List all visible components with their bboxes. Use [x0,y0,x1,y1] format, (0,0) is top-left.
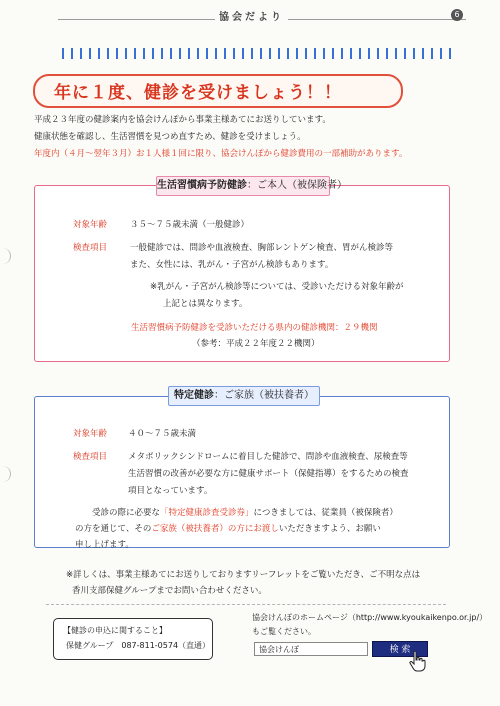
exam-items-line: 項目となっています。 [128,486,213,496]
voucher-text: 申し上げます。 [75,540,134,550]
footer-note-line: 香川支部保健グループまでお問い合わせください。 [72,586,267,596]
section-lifestyle-tab [156,176,347,196]
contact-detail: 保健グループ 087-811-0574（直通） [66,641,211,650]
section-divider [46,604,446,606]
voucher-name: 「特定健康診査受診券」 [160,508,254,518]
voucher-paragraph [75,522,381,534]
search-input[interactable]: 協会けんぽ [254,642,368,656]
intro-line: 平成２３年度の健診案内を協会けんぽから事業主様あてにお送りしています。 [34,115,331,125]
header-title: 協会だより [215,8,288,23]
pointer-hand-icon [408,650,428,672]
section-lifestyle-checkup [34,185,450,362]
section-lifestyle-subtitle: ：ご本人（被保険者） [247,180,347,191]
target-age-value: ３５～７５歳未満（一般健診） [130,220,250,230]
punch-hole-mark [0,248,11,264]
target-age-value: ４０～７５歳未満 [128,429,197,439]
website-info: もご覧ください。 [252,627,316,636]
intro-line: 健康状態を確認し、生活習慣を見つめ直すため、健診を受けましょう。 [34,132,306,142]
exam-note-line: 上記とは異なります。 [163,299,248,309]
exam-items-line: また、女性には、乳がん・子宮がん検診もあります。 [130,260,334,270]
voucher-recipient: ご家族（被扶養者）の方にお渡し [151,524,279,534]
target-age-label: 対象年齢 [73,429,108,439]
section-specific-tab [168,386,320,406]
voucher-text: いただきますよう、お願い [278,524,381,534]
facility-reference: （参考：平成２２年度２２機関） [192,339,320,349]
exam-note-line: ※乳がん・子宮がん検診等については、受診いただける対象年齢が [150,282,404,292]
facility-count: 生活習慣病予防健診を受診いただける県内の健診機関：２９機関 [131,323,378,333]
subsidy-notice: 年度内（４月～翌年３月）お１人様１回に限り、協会けんぽから健診費用の一部補助があります。 [34,149,408,159]
exam-items-label: 検査項目 [73,243,108,253]
section-specific-subtitle: ：ご家族（被扶養者） [214,390,314,401]
exam-items-line: 一般健診では、問診や血液検査、胸部レントゲン検査、胃がん検診等 [130,243,393,253]
exam-items-label: 検査項目 [73,452,108,462]
target-age-label: 対象年齢 [73,220,108,230]
section-lifestyle-title: 生活習慣病予防健診 [157,180,247,191]
decorative-tick-rule [62,48,458,59]
voucher-paragraph [92,506,398,518]
punch-hole-mark [0,466,11,482]
search-button[interactable]: 検 索 [372,641,428,657]
voucher-text: の方を通じて、その [75,524,152,534]
voucher-text: 受診の際に必要な [92,508,161,518]
contact-title: 【健診の申込に関すること】 [63,626,167,635]
website-info: 協会けんぽのホームページ（http://www.kyoukaikenpo.or.jp/） [252,613,488,622]
footer-note-line: ※詳しくは、事業主様あてにお送りしておりますリーフレットをご覧いただき、ご不明な点は [66,570,421,580]
voucher-text: につきましては、従業員（被保険者） [253,508,398,518]
exam-items-line: メタボリックシンドロームに着目した健診で、問診や血液検査、尿検査等 [128,452,408,462]
page-number: 6 [451,9,463,21]
headline-text: 年に１度、健診を受けましょう！！ [54,83,342,103]
exam-items-line: 生活習慣の改善が必要な方に健康サポート（保健指導）をするための検査 [128,469,409,479]
section-specific-title: 特定健診 [174,390,214,401]
